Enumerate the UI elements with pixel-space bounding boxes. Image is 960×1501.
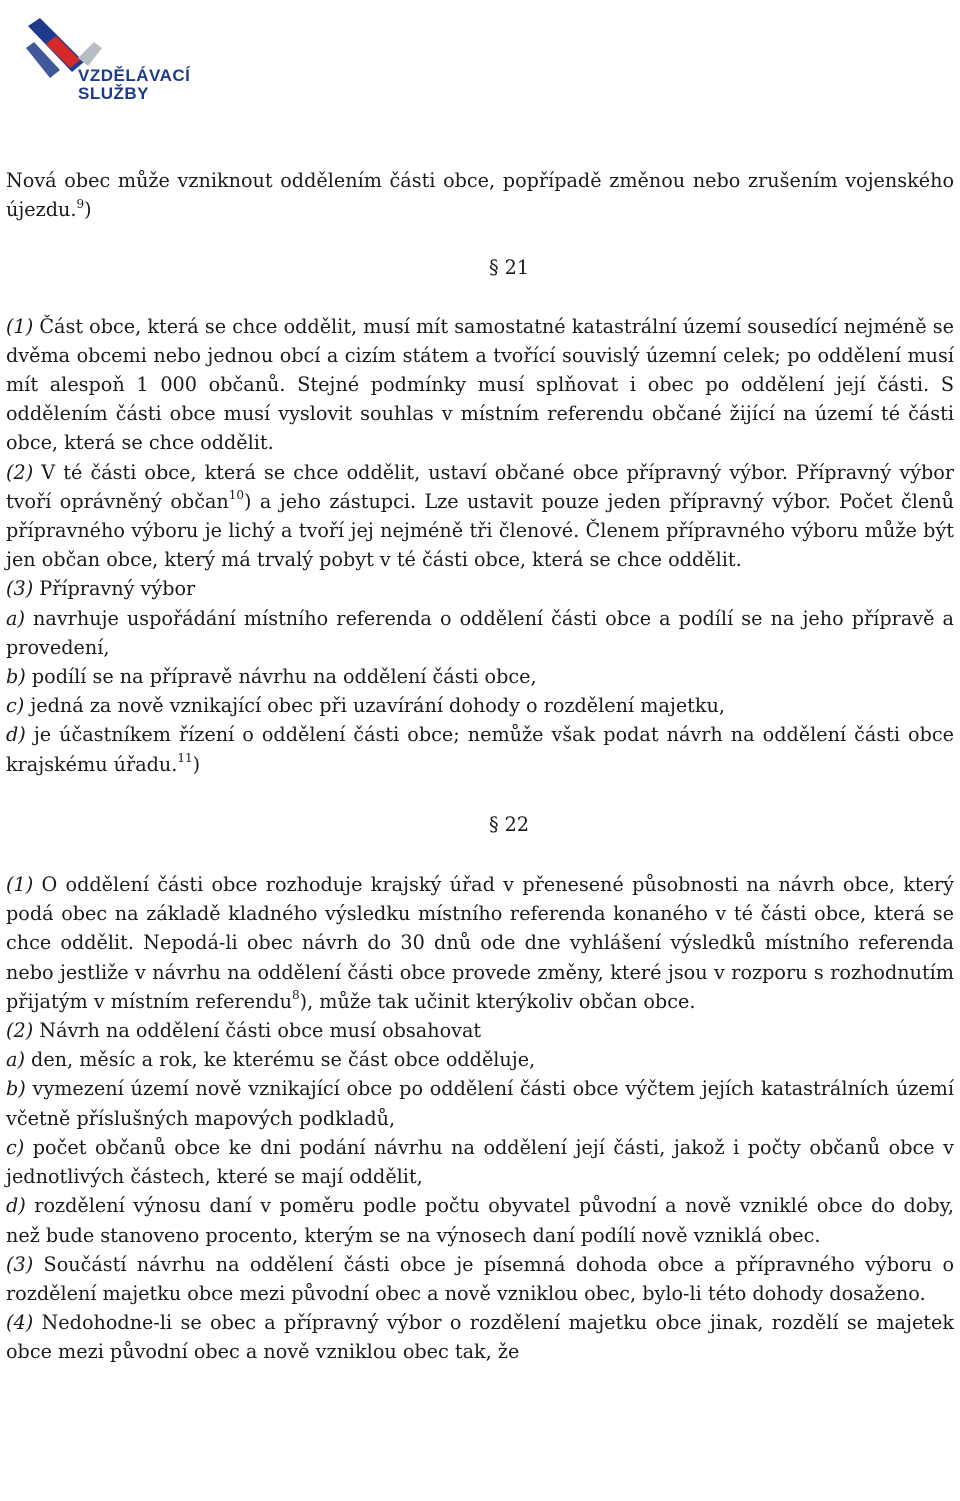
footnote-ref: 11 [177, 751, 193, 766]
s22-paragraph-4: (4) Nedohodne-li se obec a přípravný výbor o rozdělení majetku obce jinak, rozdělí se majetek obce mezi původní obec a nově vzniklou obec tak, že [6, 1311, 954, 1364]
s22-paragraph-2: (2) Návrh na oddělení části obce musí obsahovat [6, 1019, 482, 1043]
footnote-ref: 8 [291, 988, 300, 1003]
s21-paragraph-1: (1) Část obce, která se chce oddělit, musí mít samostatné katastrální území sousedící nejméně se dvěma obcemi nebo jednou obcí a cizím státem a tvořící souvislý územní celek; po oddělení musí mít alespoň 1 000 občanů. Stejné podmínky musí splňovat i obec po oddělení její části. S oddělením části obce musí vyslovit souhlas v místním referendu občané žijící na území té části obce, která se chce oddělit. [6, 314, 954, 455]
s21-paragraph-2: (2) V té části obce, která se chce oddělit, ustaví občané obce přípravný výbor. Přípravný výbor tvoří oprávněný občan$^{10}$) a jeho zástupci. Lze ustavit pouze jeden přípravný výbor. Počet členů přípravného výboru je lichý a tvoří jej nejméně tři členové. Členem přípravného výboru může být jen občan obce, který má trvalý pobyt v té části obce, která se chce oddělit. [6, 460, 955, 572]
s21-paragraph-3: (3) Přípravný výbor [6, 577, 196, 601]
s22-item-a: a) den, měsíc a rok, ke kterému se část obce odděluje, [6, 1048, 536, 1072]
s22-item-c: c) počet občanů obce ke dni podání návrhu na oddělení její části, jakož i počty občanů obce v jednotlivých částech, které se mají oddělit, [6, 1135, 954, 1189]
logo-line-1: VZDĚLÁVACÍ [78, 66, 191, 85]
s21-item-b: b) podílí se na přípravě návrhu na oddělení části obce, [6, 665, 537, 689]
s22-item-b: b) vymezení území nově vznikající obce po oddělení části obce výčtem jejích katastrálních území včetně příslušných mapových podkladů, [6, 1077, 954, 1130]
section-21-heading: § 21 [488, 256, 530, 280]
footnote-ref: 9 [76, 196, 85, 211]
s22-paragraph-1: (1) O oddělení části obce rozhoduje krajský úřad v přenesené působnosti na návrh obce, který podá obec na základě kladného výsledku místního referenda konaného v té části obce, která se chce oddělit. Nepodá-li obec návrh do 30 dnů ode dne vyhlášení výsledků místního referenda nebo jestliže v návrhu na oddělení části obce provede změny, které jsou v rozporu s rozhodnutím přijatým v místním referendu$^8$), může tak učinit kterýkoliv občan obce. [6, 873, 954, 1013]
logo-line-2: SLUŽBY [78, 84, 149, 103]
logo [24, 14, 214, 104]
footnote-ref: 10 [228, 488, 245, 503]
s22-item-d: d) rozdělení výnosu daní v poměru podle počtu obyvatel původní a nově vzniklé obce do doby, než bude stanoveno procento, kterým se na výnosech daní podílí nově vzniklá obec. [6, 1194, 954, 1247]
s21-item-c: c) jedná za nově vznikající obec při uzavírání dohody o rozdělení majetku, [6, 694, 725, 718]
s21-item-d: d) je účastníkem řízení o oddělení části obce; nemůže však podat návrh na oddělení části obce krajskému úřadu.$^{11}$) [6, 723, 954, 776]
intro-paragraph: Nová obec může vzniknout oddělením části obce, popřípadě změnou nebo zrušením vojenského újezdu.$^9$) [6, 169, 954, 222]
s21-item-a: a) navrhuje uspořádání místního referenda o oddělení části obce a podílí se na jeho přípravě a provedení, [6, 606, 954, 659]
document-body [6, 166, 954, 1367]
section-22-heading: § 22 [488, 812, 530, 836]
s22-paragraph-3: (3) Součástí návrhu na oddělení části obce je písemná dohoda obce a přípravného výboru o rozdělení majetku obce mezi původní obec a nově vzniklou obec, bylo-li této dohody dosaženo. [6, 1252, 954, 1305]
